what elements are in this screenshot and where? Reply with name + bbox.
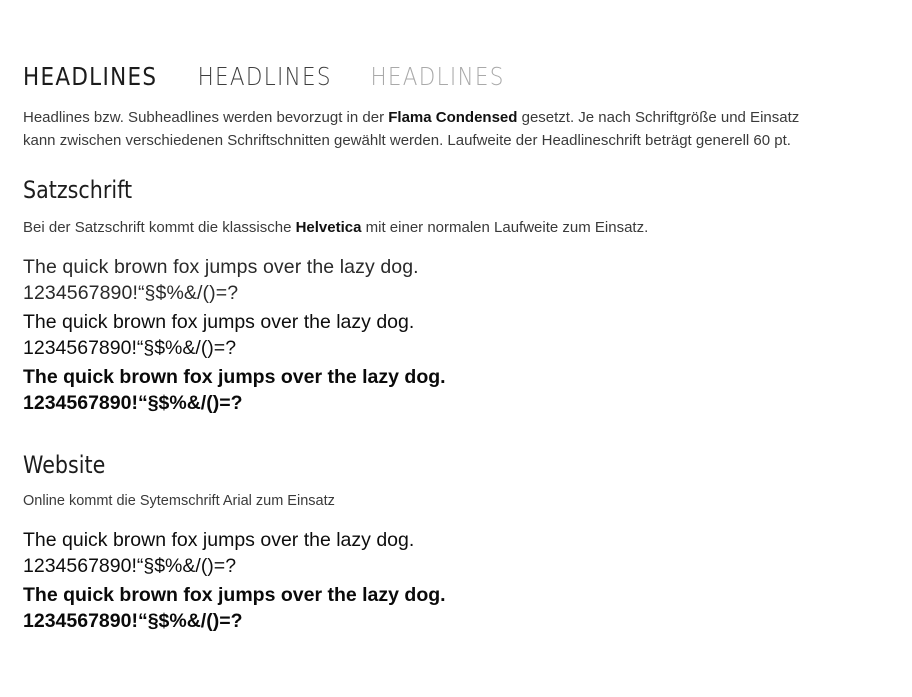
pangram-text: The quick brown fox jumps over the lazy dog. xyxy=(23,529,415,551)
satz-desc-part: Bei der Satzschrift kommt die klassische xyxy=(23,219,296,236)
headline-sample-light: HEADLINES xyxy=(370,62,505,91)
intro-text-line-2: kann zwischen verschiedenen Schriftschnitten gewählt werden. Laufweite der Headlineschrift beträgt generell 60 pt. xyxy=(23,132,791,149)
digits-text: 1234567890!“§$%&/()=? xyxy=(23,337,237,359)
helvetica-light-sample xyxy=(23,254,419,306)
intro-text-part: gesetzt. Je nach Schriftgröße und Einsatz xyxy=(517,109,800,126)
digits-text: 1234567890!“§$%&/()=? xyxy=(23,282,239,304)
section-title-website: Website xyxy=(23,451,106,479)
digits-text: 1234567890!“§$%&/()=? xyxy=(23,610,243,632)
headline-sample-regular: HEADLINES xyxy=(197,62,332,91)
helvetica-bold-sample xyxy=(23,364,446,416)
arial-bold-sample xyxy=(23,582,446,634)
satz-desc-part: mit einer normalen Laufweite zum Einsatz. xyxy=(361,219,649,236)
headline-description xyxy=(23,106,893,152)
pangram-text: The quick brown fox jumps over the lazy dog. xyxy=(23,366,446,388)
satzschrift-description xyxy=(23,219,648,236)
intro-text-part: Headlines bzw. Subheadlines werden bevorzugt in der xyxy=(23,109,389,126)
section-title-satzschrift: Satzschrift xyxy=(23,176,133,204)
body-font-name: Helvetica xyxy=(295,219,362,236)
digits-text: 1234567890!“§$%&/()=? xyxy=(23,392,243,414)
pangram-text: The quick brown fox jumps over the lazy dog. xyxy=(23,584,446,606)
pangram-text: The quick brown fox jumps over the lazy dog. xyxy=(23,256,419,278)
headline-sample-bold: HEADLINES xyxy=(23,62,158,91)
helvetica-regular-sample xyxy=(23,309,414,361)
website-description: Online kommt die Sytemschrift Arial zum Einsatz xyxy=(23,493,335,509)
arial-regular-sample xyxy=(23,527,414,579)
digits-text: 1234567890!“§$%&/()=? xyxy=(23,555,237,577)
headline-font-name: Flama Condensed xyxy=(388,109,518,126)
headline-weights-row xyxy=(23,62,505,91)
pangram-text: The quick brown fox jumps over the lazy dog. xyxy=(23,311,415,333)
